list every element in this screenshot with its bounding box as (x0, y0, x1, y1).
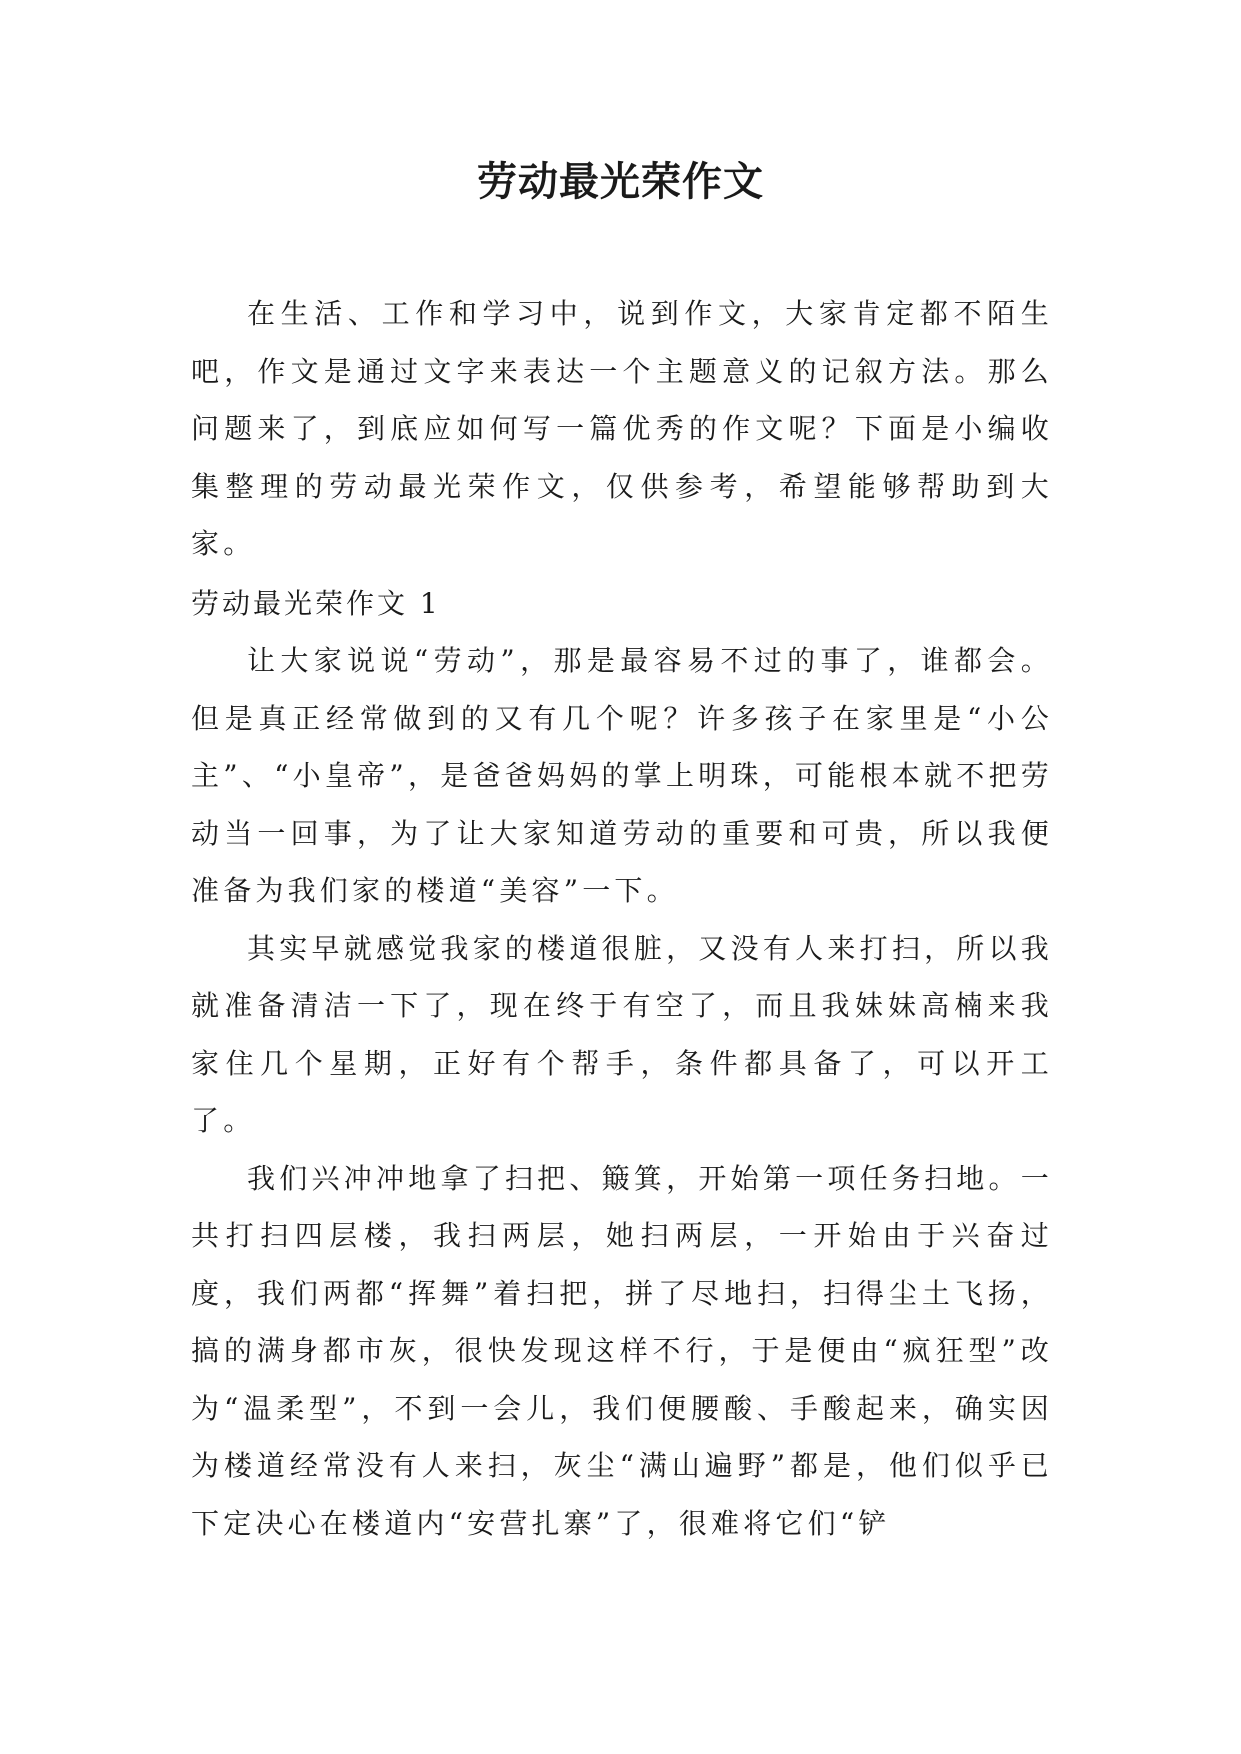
intro-paragraph (191, 285, 1053, 573)
essay-body (191, 632, 1053, 1552)
section-heading: 劳动最光荣作文 1 (191, 587, 441, 620)
essay-paragraph-3: 我们兴冲冲地拿了扫把、簸箕，开始第一项任务扫地。一共打扫四层楼，我扫两层，她扫两层，一开始由于兴奋过度，我们两都“挥舞”着扫把，拼了尽地扫，扫得尘土飞扬，搞的满身都市灰，很快发现这样不行，于是便由“疯狂型”改为“温柔型”，不到一会儿，我们便腰酸、手酸起来，确实因为楼道经常没有人来扫，灰尘“满山遍野”都是，他们似乎已下定决心在楼道内“安营扎寨”了，很难将它们“铲 (191, 1161, 1053, 1540)
essay-paragraph-2: 其实早就感觉我家的楼道很脏，又没有人来打扫，所以我就准备清洁一下了，现在终于有空了，而且我妹妹高楠来我家住几个星期，正好有个帮手，条件都具备了，可以开工了。 (191, 931, 1053, 1137)
essay-paragraph-1: 让大家说说“劳动”，那是最容易不过的事了，谁都会。但是真正经常做到的又有几个呢？许多孩子在家里是“小公主”、“小皇帝”，是爸爸妈妈的掌上明珠，可能根本就不把劳动当一回事，为了让大家知道劳动的重要和可贵，所以我便准备为我们家的楼道“美容”一下。 (191, 644, 1053, 907)
document-title: 劳动最光荣作文 (477, 158, 764, 205)
intro-text: 在生活、工作和学习中，说到作文，大家肯定都不陌生吧，作文是通过文字来表达一个主题意义的记叙方法。那么问题来了，到底应如何写一篇优秀的作文呢？下面是小编收集整理的劳动最光荣作文，仅供参考，希望能够帮助到大家。 (191, 297, 1053, 560)
